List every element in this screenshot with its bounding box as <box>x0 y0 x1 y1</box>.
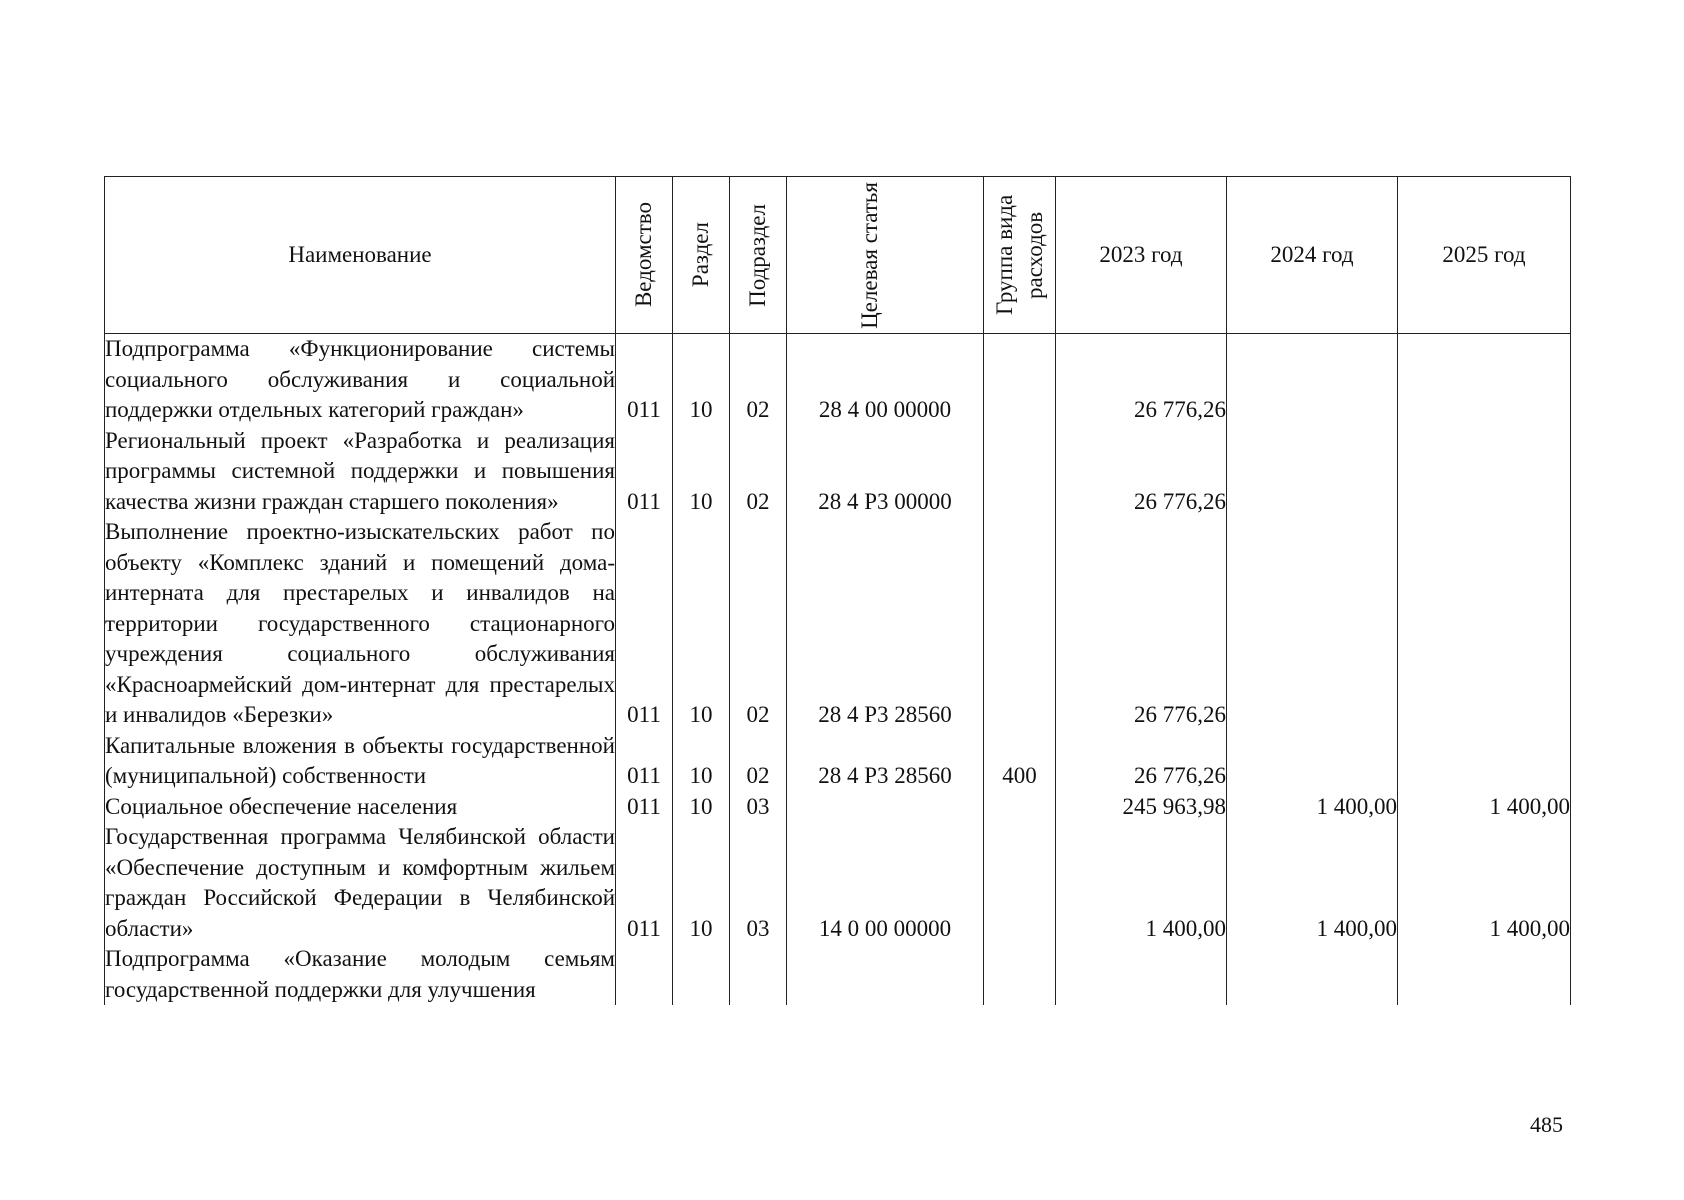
row-podrazdel <box>730 944 787 1005</box>
row-gruppa <box>984 426 1056 518</box>
row-podrazdel: 03 <box>730 792 787 823</box>
row-2023: 245 963,98 <box>1056 792 1227 823</box>
row-2025 <box>1398 334 1571 426</box>
budget-table <box>104 176 1571 1005</box>
row-2025 <box>1398 944 1571 1005</box>
row-razdel: 10 <box>673 792 730 823</box>
row-vedomstvo: 011 <box>616 822 673 944</box>
page-number: 485 <box>1530 1112 1563 1137</box>
row-2025 <box>1398 517 1571 731</box>
row-celevaya-statya: 14 0 00 00000 <box>787 822 984 944</box>
row-podrazdel: 02 <box>730 517 787 731</box>
row-vedomstvo: 011 <box>616 426 673 518</box>
row-razdel: 10 <box>673 822 730 944</box>
row-2024: 1 400,00 <box>1227 792 1398 823</box>
header-year-2023: 2023 год <box>1056 177 1227 334</box>
row-2025 <box>1398 731 1571 792</box>
table-header <box>105 177 1571 334</box>
row-vedomstvo: 011 <box>616 334 673 426</box>
table-row <box>105 731 1571 792</box>
row-2024 <box>1227 944 1398 1005</box>
row-vedomstvo: 011 <box>616 517 673 731</box>
row-celevaya-statya <box>787 944 984 1005</box>
row-celevaya-statya <box>787 792 984 823</box>
row-vedomstvo <box>616 944 673 1005</box>
table-row <box>105 517 1571 731</box>
row-gruppa <box>984 792 1056 823</box>
row-2024 <box>1227 334 1398 426</box>
row-podrazdel: 02 <box>730 426 787 518</box>
row-celevaya-statya: 28 4 Р3 28560 <box>787 731 984 792</box>
row-2025 <box>1398 426 1571 518</box>
row-razdel: 10 <box>673 731 730 792</box>
row-2023 <box>1056 944 1227 1005</box>
table-body <box>105 334 1571 1006</box>
table-row <box>105 822 1571 944</box>
header-year-2025: 2025 год <box>1398 177 1571 334</box>
row-2023: 26 776,26 <box>1056 517 1227 731</box>
row-razdel: 10 <box>673 517 730 731</box>
row-2025: 1 400,00 <box>1398 792 1571 823</box>
row-celevaya-statya: 28 4 Р3 28560 <box>787 517 984 731</box>
row-2023: 26 776,26 <box>1056 426 1227 518</box>
header-vedomstvo <box>616 177 673 334</box>
row-2023: 1 400,00 <box>1056 822 1227 944</box>
header-podrazdel-label: Подраздел <box>745 203 770 307</box>
row-podrazdel: 02 <box>730 334 787 426</box>
row-name: Государственная программа Челябинской области «Обеспечение доступным и комфортным жильем граждан Российской Федерации в Челябинской области» <box>105 822 616 944</box>
row-podrazdel: 02 <box>730 731 787 792</box>
header-year-2024: 2024 год <box>1227 177 1398 334</box>
row-name: Подпрограмма «Оказание молодым семьям государственной поддержки для улучшения <box>105 944 616 1005</box>
row-name: Капитальные вложения в объекты государственной (муниципальной) собственности <box>105 731 616 792</box>
row-name: Подпрограмма «Функционирование системы социального обслуживания и социальной поддержки отдельных категорий граждан» <box>105 334 616 426</box>
row-name: Выполнение проектно-изыскательских работ по объекту «Комплекс зданий и помещений дома-интерната для престарелых и инвалидов на территории государственного стационарного учреждения социального обслуживания «Красноармейский дом-интернат для престарелых и инвалидов «Березки» <box>105 517 616 731</box>
row-gruppa <box>984 822 1056 944</box>
row-podrazdel: 03 <box>730 822 787 944</box>
header-razdel-label: Раздел <box>688 222 713 288</box>
row-razdel <box>673 944 730 1005</box>
header-vedomstvo-label: Ведомство <box>631 202 656 308</box>
row-2023: 26 776,26 <box>1056 334 1227 426</box>
row-2024: 1 400,00 <box>1227 822 1398 944</box>
row-razdel: 10 <box>673 334 730 426</box>
row-2023: 26 776,26 <box>1056 731 1227 792</box>
row-gruppa <box>984 944 1056 1005</box>
row-gruppa <box>984 517 1056 731</box>
row-celevaya-statya: 28 4 Р3 00000 <box>787 426 984 518</box>
row-2024 <box>1227 517 1398 731</box>
row-vedomstvo: 011 <box>616 731 673 792</box>
header-gruppa-vida-rashodov <box>984 177 1056 334</box>
table-row <box>105 426 1571 518</box>
row-gruppa <box>984 334 1056 426</box>
header-name: Наименование <box>105 177 616 334</box>
row-name: Региональный проект «Разработка и реализация программы системной поддержки и повышения качества жизни граждан старшего поколения» <box>105 426 616 518</box>
table-row <box>105 944 1571 1005</box>
row-name: Социальное обеспечение населения <box>105 792 616 823</box>
header-podrazdel <box>730 177 787 334</box>
row-2025: 1 400,00 <box>1398 822 1571 944</box>
row-celevaya-statya: 28 4 00 00000 <box>787 334 984 426</box>
row-razdel: 10 <box>673 426 730 518</box>
header-celevaya-statya-label: Целевая статья <box>857 181 882 329</box>
table-row <box>105 334 1571 426</box>
header-razdel <box>673 177 730 334</box>
row-gruppa: 400 <box>984 731 1056 792</box>
row-2024 <box>1227 731 1398 792</box>
header-celevaya-statya <box>787 177 984 334</box>
table-row <box>105 792 1571 823</box>
row-2024 <box>1227 426 1398 518</box>
header-gruppa-label: Группа вида расходов <box>991 194 1047 316</box>
row-vedomstvo: 011 <box>616 792 673 823</box>
